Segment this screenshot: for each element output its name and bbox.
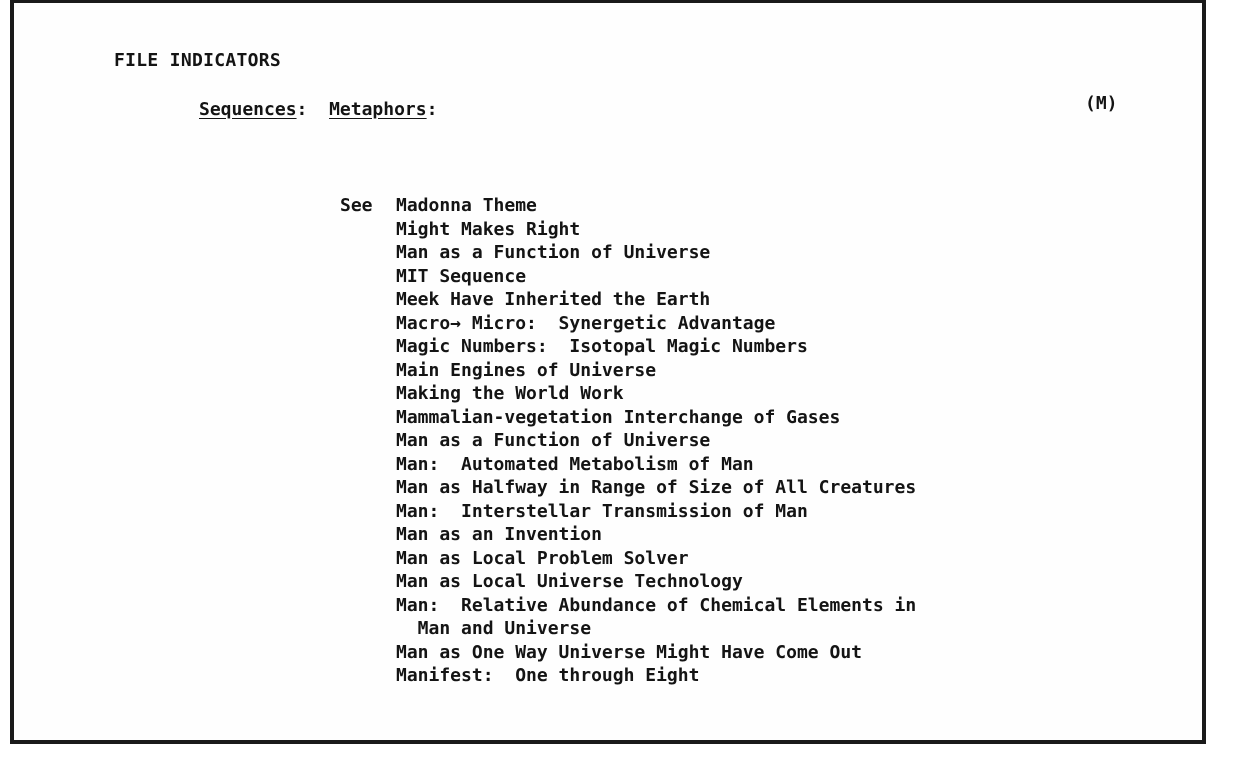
list-item: Mammalian-vegetation Interchange of Gases xyxy=(396,406,841,428)
list-item: Man and Universe xyxy=(396,618,592,639)
cross-reference-list xyxy=(396,194,916,688)
metaphors-label: Metaphors xyxy=(329,99,427,120)
list-item: Man as Halfway in Range of Size of All Creatures xyxy=(396,477,917,498)
list-item: Main Engines of Universe xyxy=(396,359,657,381)
list-item: Man as Local Problem Solver xyxy=(396,547,689,569)
list-item: Meek Have Inherited the Earth xyxy=(396,289,711,310)
list-item: Macro→ Micro: Synergetic Advantage xyxy=(396,312,776,334)
list-item: Manifest: One through Eight xyxy=(396,665,700,686)
list-item: Man: Relative Abundance of Chemical Elements in xyxy=(396,594,917,616)
metaphors-colon: : xyxy=(426,99,438,120)
list-item: Making the World Work xyxy=(396,383,624,404)
list-item: Madonna Theme xyxy=(396,195,537,216)
list-item: Man as a Function of Universe xyxy=(396,242,711,263)
list-item: Magic Numbers: Isotopal Magic Numbers xyxy=(396,336,808,357)
list-item: Man: Interstellar Transmission of Man xyxy=(396,500,808,522)
list-item: Man as One Way Universe Might Have Come Out xyxy=(396,641,862,663)
list-item: Might Makes Right xyxy=(396,218,581,240)
sequences-label: Sequences xyxy=(199,99,297,120)
card-subheading xyxy=(199,99,437,120)
see-label: See xyxy=(340,195,373,216)
list-item: Man as Local Universe Technology xyxy=(396,571,743,592)
card-heading: FILE INDICATORS xyxy=(114,50,282,71)
sequences-colon: : xyxy=(296,99,308,120)
list-item: Man as a Function of Universe xyxy=(396,430,711,451)
list-item: Man: Automated Metabolism of Man xyxy=(396,453,754,475)
letter-code: (M) xyxy=(1085,93,1118,114)
list-item: MIT Sequence xyxy=(396,265,527,287)
list-item: Man as an Invention xyxy=(396,524,602,545)
